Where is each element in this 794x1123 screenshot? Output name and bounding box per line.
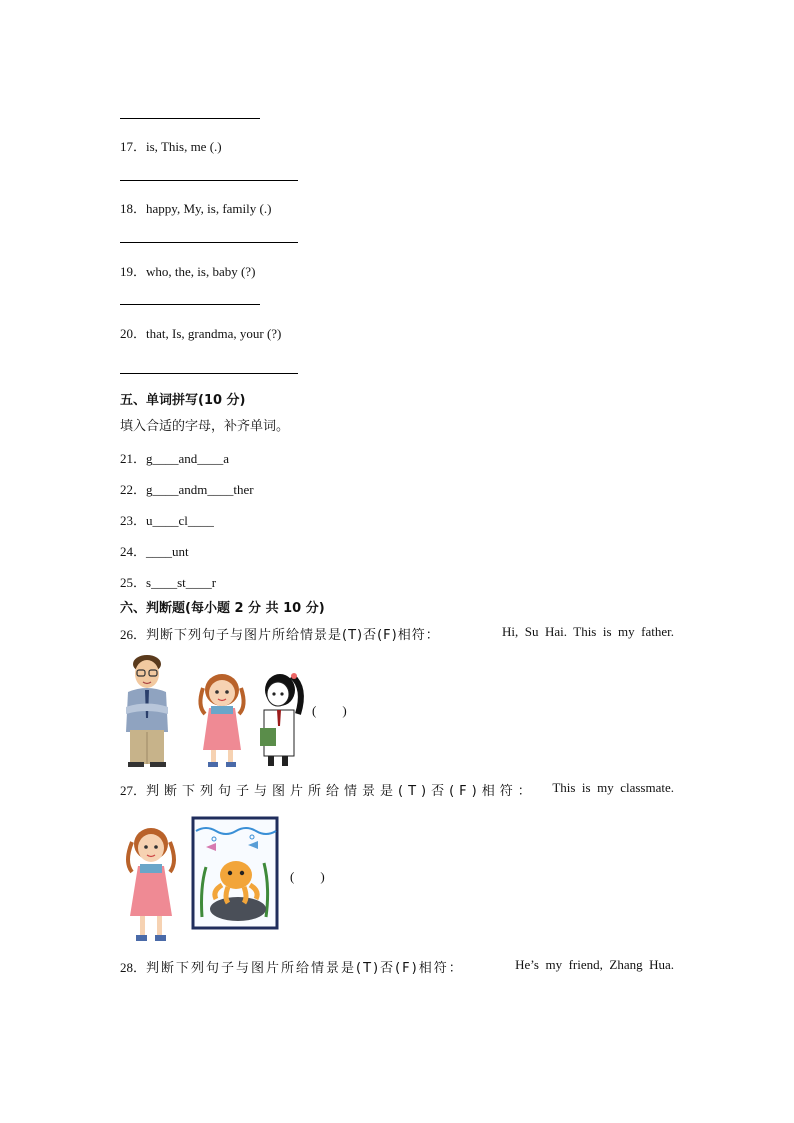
question-number: 25． — [120, 575, 147, 590]
question-number: 23． — [120, 513, 147, 528]
question-18 — [120, 198, 271, 217]
question-prompt: 判断下列句子与图片所给情景是(T)否(F)相符： — [146, 628, 440, 643]
question-19 — [120, 261, 255, 280]
question-prompt: 判断下列句子与图片所给情景是(T)否(F)相符： — [146, 961, 464, 976]
question-text: g____andm____ther — [146, 482, 254, 497]
question-27 — [120, 780, 674, 799]
answer-line[interactable] — [120, 373, 298, 374]
answer-parentheses[interactable]: ( ) — [290, 869, 325, 884]
question-sentence: This is my classmate. — [552, 780, 674, 795]
question-28 — [120, 957, 674, 976]
question-20 — [120, 323, 281, 342]
question-number: 26． — [120, 627, 147, 642]
question-number: 22． — [120, 482, 147, 497]
question-17 — [120, 136, 222, 155]
question-text: ____unt — [146, 544, 189, 559]
question-22 — [120, 479, 254, 498]
section-title: 六、判断题(每小题 2 分 共 10 分) — [120, 601, 325, 616]
question-sentence: Hi, Su Hai. This is my father. — [501, 624, 674, 639]
question-sentence: He’s my friend, Zhang Hua. — [515, 957, 674, 972]
question-23 — [120, 510, 214, 529]
answer-parentheses[interactable]: ( ) — [312, 703, 347, 718]
question-number: 27． — [120, 783, 147, 798]
girl-illustration — [120, 820, 182, 944]
section-title: 五、单词拼写(10 分) — [120, 393, 246, 408]
octopus-drawing — [192, 817, 278, 929]
question-24 — [120, 541, 189, 560]
answer-line[interactable] — [120, 180, 298, 181]
question-number: 17． — [120, 139, 147, 154]
schoolgirl-illustration — [256, 668, 306, 768]
question-text: happy, My, is, family (.) — [146, 201, 272, 216]
question-26 — [120, 624, 674, 643]
answer-line[interactable] — [120, 118, 260, 119]
question-text: s____st____r — [146, 575, 217, 590]
question-21 — [120, 448, 229, 467]
question-25 — [120, 572, 216, 591]
question-prompt: 判断下列句子与图片所给情景是(T)否(F)相符： — [146, 784, 536, 799]
question-number: 24． — [120, 544, 147, 559]
question-number: 28． — [120, 960, 147, 975]
question-text: is, This, me (.) — [146, 139, 222, 154]
section-instruction: 填入合适的字母，补齐单词。 — [120, 419, 290, 434]
question-number: 21． — [120, 451, 147, 466]
question-text: that, Is, grandma, your (?) — [146, 326, 282, 341]
question-text: who, the, is, baby (?) — [146, 264, 256, 279]
answer-line[interactable] — [120, 304, 260, 305]
question-number: 18． — [120, 201, 147, 216]
question-text: g____and____a — [146, 451, 230, 466]
girl-illustration — [193, 668, 251, 768]
answer-line[interactable] — [120, 242, 298, 243]
question-number: 20． — [120, 326, 147, 341]
question-number: 19． — [120, 264, 147, 279]
father-illustration — [118, 652, 176, 768]
question-text: u____cl____ — [146, 513, 214, 528]
